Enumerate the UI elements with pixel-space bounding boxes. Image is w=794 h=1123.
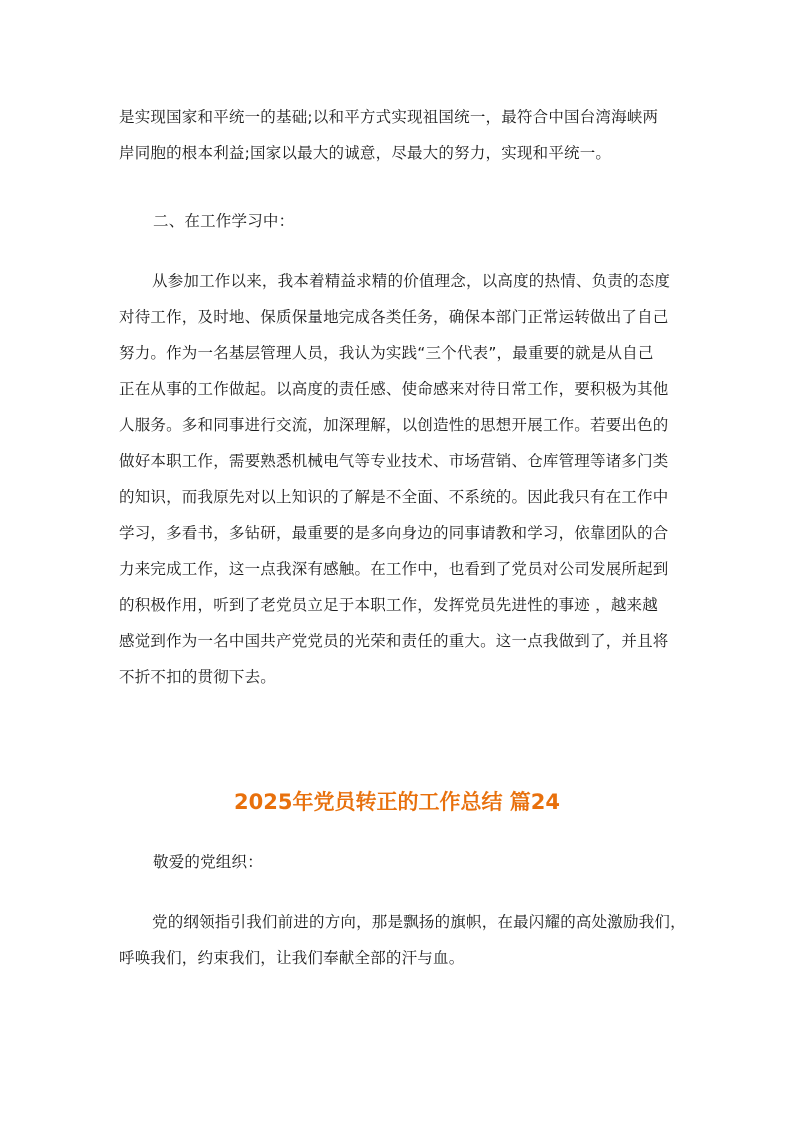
paragraph-line: 党的纲领指引我们前进的方向，那是飘扬的旗帜，在最闪耀的高处激励我们， [152,913,686,931]
work-paragraph [119,263,679,695]
paragraph-line: 学习，多看书，多钻研，最重要的是多向身边的同事请教和学习，依靠团队的合 [119,524,669,542]
paragraph-line: 呼唤我们，约束我们，让我们奉献全部的汗与血。 [119,949,465,967]
paragraph-line: 做好本职工作，需要熟悉机械电气等专业技术、市场营销、仓库管理等诸多门类 [119,452,669,470]
paragraph-line: 对待工作，及时地、保质保量地完成各类任务，确保本部门正常运转做出了自己 [119,308,669,326]
paragraph-line: 不折不扣的贯彻下去。 [119,668,277,686]
paragraph-line: 力来完成工作，这一点我深有感触。在工作中，也看到了党员对公司发展所起到 [119,560,669,578]
paragraph-line: 的知识，而我原先对以上知识的了解是不全面、不系统的。因此我只有在工作中 [119,488,669,506]
article-title: 2025年党员转正的工作总结 篇24 [234,790,560,814]
closing-paragraph [119,904,686,976]
salutation: 敬爱的党组织： [153,853,263,871]
paragraph-line: 是实现国家和平统一的基础;以和平方式实现祖国统一，最符合中国台湾海峡两 [119,108,659,126]
paragraph-line: 岸同胞的根本利益;国家以最大的诚意，尽最大的努力，实现和平统一。 [119,144,612,162]
paragraph-line: 的积极作用，听到了老党员立足于本职工作，发挥党员先进性的事迹 ，越来越 [119,596,658,614]
paragraph-continuation [119,99,679,171]
paragraph-line: 正在从事的工作做起。以高度的责任感、使命感来对待日常工作，要积极为其他 [119,380,669,398]
paragraph-line: 人服务。多和同事进行交流，加深理解，以创造性的思想开展工作。若要出色的 [119,416,669,434]
paragraph-line: 感觉到作为一名中国共产党党员的光荣和责任的重大。这一点我做到了，并且将 [119,632,669,650]
paragraph-line: 努力。作为一名基层管理人员，我认为实践“三个代表”，最重要的就是从自己 [119,344,654,362]
section-two-heading: 二、在工作学习中： [153,212,295,230]
paragraph-line: 从参加工作以来，我本着精益求精的价值理念，以高度的热情、负责的态度 [152,272,671,290]
